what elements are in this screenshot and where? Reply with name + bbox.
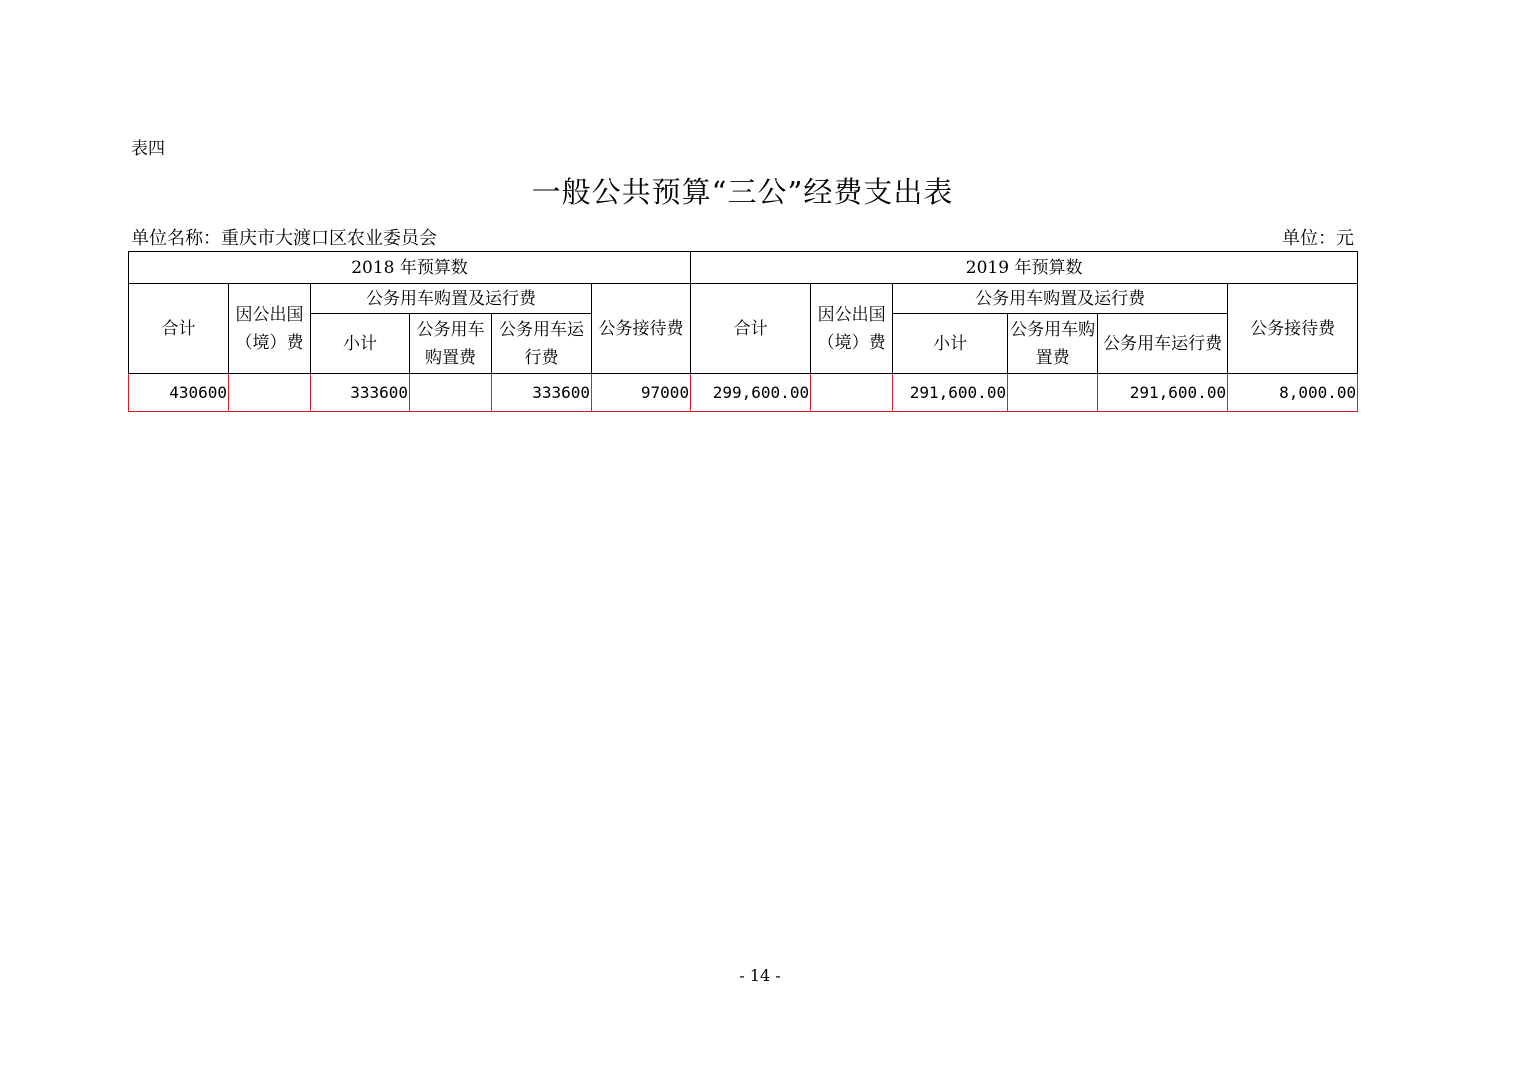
cell-reception-2019: 8,000.00 [1228,374,1358,412]
header-reception-2018: 公务接待费 [592,284,691,374]
cell-total-2018: 430600 [129,374,229,412]
cell-reception-2018: 97000 [592,374,691,412]
header-vehicle-operation-2019: 公务用车运行费 [1098,314,1228,374]
table-label: 表四 [131,139,165,159]
header-abroad-2018: 因公出国（境）费 [229,284,311,374]
header-total-2019: 合计 [691,284,811,374]
cell-total-2019: 299,600.00 [691,374,811,412]
table-row [129,374,1358,412]
header-vehicle-purchase-2018: 公务用车购置费 [410,314,492,374]
header-vehicle-operation-2018: 公务用车运行费 [492,314,592,374]
header-subtotal-2019: 小计 [893,314,1008,374]
cell-vehicle-operation-2018: 333600 [492,374,592,412]
header-subtotal-2018: 小计 [311,314,410,374]
cell-abroad-2018 [229,374,311,412]
header-vehicle-purchase-2019: 公务用车购置费 [1008,314,1098,374]
cell-vehicle-purchase-2019 [1008,374,1098,412]
header-abroad-2019: 因公出国（境）费 [811,284,893,374]
page-number: - 14 - [739,966,781,985]
header-2018: 2018 年预算数 [129,252,691,284]
header-total-2018: 合计 [129,284,229,374]
cell-subtotal-2019: 291,600.00 [893,374,1008,412]
unit-name: 单位名称：重庆市大渡口区农业委员会 [131,228,437,249]
header-vehicle-group-2019: 公务用车购置及运行费 [893,284,1228,314]
cell-vehicle-operation-2019: 291,600.00 [1098,374,1228,412]
header-vehicle-group-2018: 公务用车购置及运行费 [311,284,592,314]
cell-vehicle-purchase-2018 [410,374,492,412]
cell-abroad-2019 [811,374,893,412]
cell-subtotal-2018: 333600 [311,374,410,412]
budget-table [128,251,1358,412]
header-2019: 2019 年预算数 [691,252,1358,284]
unit-label: 单位：元 [1282,228,1354,249]
header-reception-2019: 公务接待费 [1228,284,1358,374]
page-title: 一般公共预算“三公”经费支出表 [531,175,954,209]
